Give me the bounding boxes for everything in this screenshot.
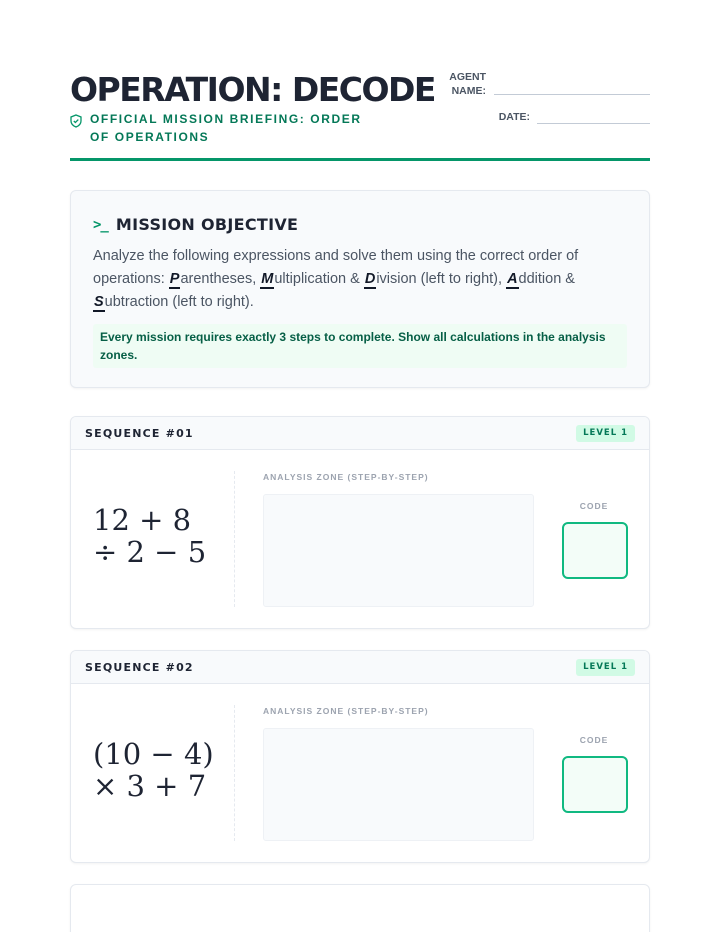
date-field[interactable]	[490, 110, 650, 124]
expression-line-2: × 3 + 7	[93, 769, 207, 803]
date-label: DATE:	[498, 111, 530, 123]
expression-line-1: (10 − 4)	[93, 737, 214, 771]
objective-note: Every mission requires exactly 3 steps to complete. Show all calculations in the analysis zones.	[93, 324, 627, 368]
objective-intro: Analyze the following expressions and solve them using the correct order of operations:	[93, 248, 579, 287]
header-divider	[70, 158, 650, 161]
code-label: CODE	[579, 501, 609, 511]
pemdas-letter-p: P	[169, 271, 180, 287]
pemdas-word-s: ubtraction (left to right).	[104, 294, 254, 310]
objective-title: MISSION OBJECTIVE	[115, 215, 299, 234]
sequence-header	[71, 417, 649, 450]
sequence-header	[71, 651, 649, 684]
analysis-zone[interactable]	[263, 728, 534, 841]
page-subtitle: OFFICIAL MISSION BRIEFING: ORDER OF OPERATIONS	[90, 112, 362, 144]
subtitle-row	[70, 110, 380, 146]
terminal-prompt-icon: >_	[93, 216, 108, 233]
page-title: OPERATION: DECODE	[70, 70, 435, 109]
agent-name-line[interactable]	[494, 94, 650, 95]
sequence-title: SEQUENCE #01	[85, 427, 194, 440]
pemdas-word-p: arentheses,	[180, 271, 261, 287]
pemdas-letter-a: A	[507, 271, 518, 287]
sequence-title: SEQUENCE #02	[85, 661, 194, 674]
level-badge: LEVEL 1	[576, 425, 635, 442]
column-divider	[234, 705, 235, 841]
expression-line-2: ÷ 2 − 5	[93, 535, 207, 569]
agent-name-field[interactable]	[442, 70, 650, 98]
date-line[interactable]	[537, 123, 650, 124]
pemdas-letter-m: M	[261, 271, 274, 287]
pemdas-word-d: ivision (left to right),	[376, 271, 507, 287]
pemdas-letter-d: D	[364, 271, 376, 287]
sequence-card	[70, 650, 650, 863]
worksheet-header	[70, 66, 650, 162]
expression-line-1: 12 + 8	[93, 503, 192, 537]
mission-objective-card	[70, 190, 650, 388]
objective-text	[93, 245, 593, 314]
pemdas-word-m: ultiplication &	[274, 271, 364, 287]
column-divider	[234, 471, 235, 607]
code-answer-box[interactable]	[562, 522, 628, 579]
pemdas-letter-s: S	[94, 294, 104, 310]
sequence-card-partial	[70, 884, 650, 932]
objective-heading	[93, 215, 298, 234]
agent-name-label: AGENT NAME:	[449, 71, 486, 97]
code-answer-box[interactable]	[562, 756, 628, 813]
level-badge: LEVEL 1	[576, 659, 635, 676]
code-label: CODE	[579, 735, 609, 745]
shield-check-icon	[70, 114, 82, 128]
analysis-zone[interactable]	[263, 494, 534, 607]
analysis-zone-label: ANALYSIS ZONE (STEP-BY-STEP)	[263, 706, 429, 716]
pemdas-word-a: ddition &	[518, 271, 575, 287]
analysis-zone-label: ANALYSIS ZONE (STEP-BY-STEP)	[263, 472, 429, 482]
sequence-card	[70, 416, 650, 629]
